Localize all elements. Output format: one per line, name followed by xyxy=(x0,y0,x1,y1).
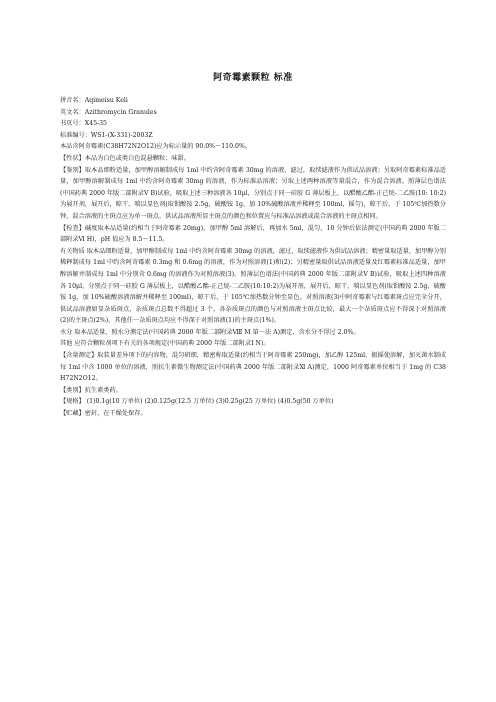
section-related-substances: 有关物质 取本品细粉适量，加甲醇制成每 1ml 中约含阿奇霉素 30mg 的溶液，滤过，取续滤液作为供试品溶液；精密量取适量，加甲醇分别稀释制成每 1ml 中约含阿奇霉素 0.3mg 和 0.6mg 的溶液，作为对照溶液(1)和(2)；另精密量取供试品溶液适量及红霉素标准品适量，加甲醇溶解并制成每 1ml 中分别含 0.6mg 的溶液作为对照溶液(3)。照薄层色谱法(中国药典 2000 年版二部附录Ⅴ B)试验，吸取上述四种溶液各 10μl，分别点于同一硅胶 G 薄层板上，以醋酸乙酯-正己烷-二乙胺(10:10:2)为展开剂，展开后，晾干，喷以显色剂(取钼酸铵 2.5g，硫酸铵 1g，加 10%硫酸溶液溶解并稀释至 100ml)，晾干后，于 105℃加热数分钟至显色。对照溶液(3)中阿奇霉素与红霉素斑点应完全分开，供试品溶液如显杂质斑点，杂质斑点总数不得超过 3 个，各杂质斑点的颜色与对照溶液主斑点比较，最大一个杂质斑点应不得深于对照溶液(2)的主斑点(2%)，其他任一杂质斑点均应不得深于对照溶液(1)的主斑点(1%)。 xyxy=(60,247,446,325)
page-number: 书页号：X45-35 xyxy=(60,120,107,128)
section-specification: 【规格】 (1)0.1g(10 万单位) (2)0.125g(12.5 万单位) (3)0.25g(25 万单位) (4)0.5g(50 万单位) xyxy=(60,398,334,406)
english-name: 英文名：Azithromycin Granules xyxy=(60,108,157,116)
section-check: 【检查】碱度取本品适量(约相当于阿奇霉素 20mg)，加甲醇 5ml 溶解后，再加水 5ml，混匀，10 分钟后依法测定(中国药典 2000 年版二部附录Ⅵ H)，pH 值应为 8.5～11.5。 xyxy=(60,224,446,244)
section-character: 【性状】本品为白色或类白色混悬颗粒；味甜。 xyxy=(60,154,190,162)
section-water: 水分 取本品适量，照水分测定法(中国药典 2000 年版二部附录Ⅷ M 第一法 A)测定，含水分不得过 2.0%。 xyxy=(60,328,360,336)
section-assay: 【含量测定】取装量差异项下的内容物，混匀研细，精密称取适量(约相当于阿奇霉素 250mg)，加乙醇 125ml，振摇使溶解，加灭菌水制成每 1ml 中含 1000 单位的溶液，照抗生素微生物测定法(中国药典 2000 年版二部附录Ⅺ A)测定，1000 阿奇霉素单位相当于 1mg 的 C38H72N2O12。 xyxy=(60,352,446,383)
section-category: 【类别】抗生素类药。 xyxy=(60,386,122,394)
content-statement: 本品含阿奇霉素(C38H72N2O12)应为标示量的 90.0%～110.0%。 xyxy=(60,143,252,151)
pinyin-name: 拼音名：Aqimeisu Keli xyxy=(60,97,128,104)
document-title: 阿奇霉素颗粒 标准 xyxy=(213,73,293,83)
section-other: 其他 应符合颗粒剂项下有关的各项规定(中国药典 2000 年版二部附录Ⅰ N)。 xyxy=(60,340,270,348)
section-identification: 【鉴别】取本品细粉适量，加甲醇溶解制成每 1ml 中约含阿奇霉素 30mg 的溶液，滤过，取续滤液作为供试品溶液；另取阿奇霉素标准品适量，加甲醇溶解制成每 1ml 中约含阿奇霉素 30mg 的溶液，作为标准品溶液；另取上述两种溶液等量混合，作为混合溶液。照薄层色谱法(中国药典 2000 年版二部附录Ⅴ B)试验，吸取上述三种溶液各 10μl，分别点于同一硅胶 G 薄层板上，以醋酸乙酯-正己烷-二乙胺(10: 10:2)为展开剂，展开后，晾干，喷以显色剂(取钼酸铵 2.5g，硫酸铵 1g，加 10%硫酸溶液并稀释至 100ml，摇匀)，晾干后，于 105℃加热数分钟，混合溶液的主斑点应为单一斑点，供试品溶液所显主斑点的颜色和位置应与标准品溶液或混合溶液的主斑点相同。 xyxy=(60,166,446,220)
standard-number: 标准编号：WS1-(X-331)-2003Z xyxy=(60,131,153,139)
section-storage: 【贮藏】密封，在干燥处保存。 xyxy=(60,410,147,418)
